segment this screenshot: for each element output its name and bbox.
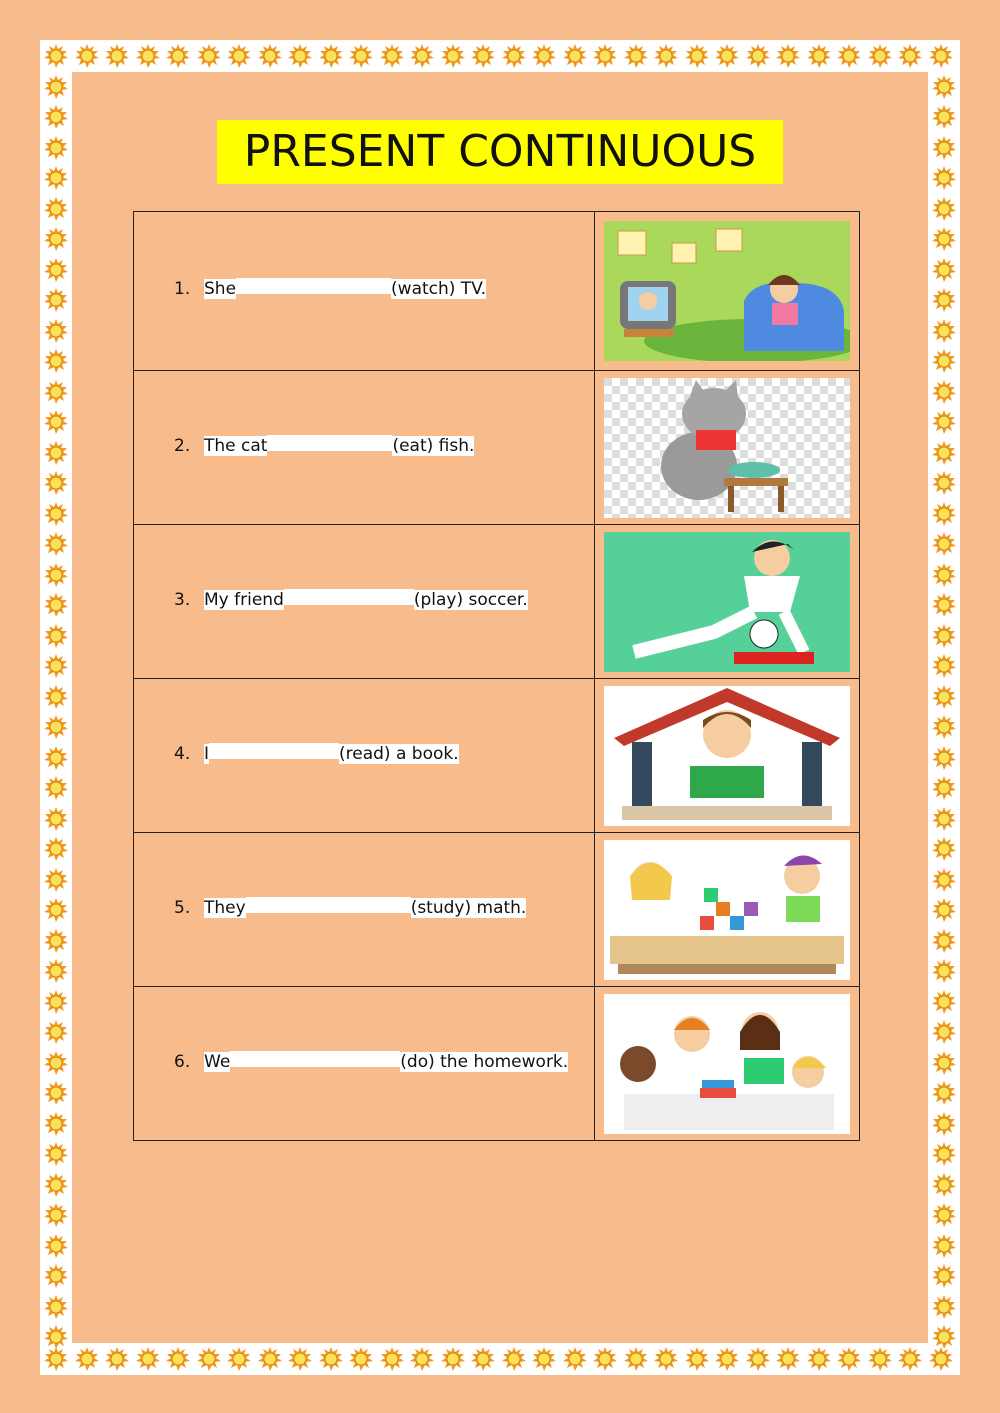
sun-icon (932, 1234, 956, 1258)
sun-icon (44, 898, 68, 922)
table-row (134, 833, 860, 987)
sun-icon (932, 715, 956, 739)
sun-icon (932, 898, 956, 922)
sun-icon (105, 44, 129, 68)
sun-icon (44, 715, 68, 739)
sun-icon (563, 44, 587, 68)
sun-icon (932, 624, 956, 648)
sun-icon (471, 44, 495, 68)
sun-icon (105, 1347, 129, 1371)
table-row (134, 679, 860, 833)
sun-icon (410, 44, 434, 68)
sun-icon (44, 502, 68, 526)
sun-icon (932, 563, 956, 587)
sun-icon (44, 532, 68, 556)
sun-icon (898, 1347, 922, 1371)
sun-icon (715, 44, 739, 68)
sun-icon (932, 685, 956, 709)
sun-icon (932, 1173, 956, 1197)
sun-icon (932, 1203, 956, 1227)
exercise-table (133, 211, 860, 1141)
sun-icon (471, 1347, 495, 1371)
sun-icon (349, 1347, 373, 1371)
sun-icon (44, 929, 68, 953)
sun-icon (932, 959, 956, 983)
sun-icon (932, 75, 956, 99)
sun-icon (932, 288, 956, 312)
sun-icon (807, 1347, 831, 1371)
sun-icon (44, 1295, 68, 1319)
sun-icon (227, 44, 251, 68)
sun-icon (502, 44, 526, 68)
sun-icon (932, 319, 956, 343)
question-cell (134, 525, 595, 679)
item-number: 3. (174, 590, 191, 610)
sun-icon (932, 990, 956, 1014)
sun-icon (932, 807, 956, 831)
answer-blank[interactable] (284, 589, 414, 605)
sun-icon (410, 1347, 434, 1371)
item-subject: The cat (204, 436, 268, 456)
sun-icon (44, 319, 68, 343)
answer-blank[interactable] (209, 743, 339, 759)
sun-icon (75, 1347, 99, 1371)
sun-icon (258, 44, 282, 68)
question-cell (134, 833, 595, 987)
sun-icon (932, 258, 956, 282)
sun-icon (932, 380, 956, 404)
sun-icon (837, 44, 861, 68)
sun-icon (932, 532, 956, 556)
picture-cell (595, 987, 860, 1141)
sun-icon (746, 44, 770, 68)
answer-blank[interactable] (246, 897, 411, 913)
sun-icon (44, 990, 68, 1014)
item-number: 4. (174, 744, 191, 764)
sun-icon (44, 807, 68, 831)
sun-icon (932, 929, 956, 953)
sun-icon (44, 410, 68, 434)
item-subject: We (204, 1052, 231, 1072)
sun-icon (319, 1347, 343, 1371)
page-title: PRESENT CONTINUOUS (243, 126, 757, 177)
sun-icon (932, 1081, 956, 1105)
sun-icon (44, 624, 68, 648)
sun-icon (532, 44, 556, 68)
sun-icon (685, 1347, 709, 1371)
sun-icon (44, 563, 68, 587)
sun-icon (593, 1347, 617, 1371)
picture-cell (595, 371, 860, 525)
sun-icon (502, 1347, 526, 1371)
sun-icon (563, 1347, 587, 1371)
sun-icon (44, 1112, 68, 1136)
question-cell (134, 679, 595, 833)
sun-icon (258, 1347, 282, 1371)
sun-icon (532, 1347, 556, 1371)
item-verb-hint: (watch) TV. (391, 279, 487, 299)
question-cell (134, 212, 595, 371)
item-number: 2. (174, 436, 191, 456)
sun-icon (932, 1295, 956, 1319)
sun-icon (349, 44, 373, 68)
sun-icon (868, 1347, 892, 1371)
item-number: 5. (174, 898, 191, 918)
kids-doing-homework-picture (604, 994, 850, 1134)
sun-icon (837, 1347, 861, 1371)
sun-icon (932, 136, 956, 160)
sun-icon (932, 776, 956, 800)
sun-icon (932, 1051, 956, 1075)
question-cell (134, 371, 595, 525)
sun-icon (44, 227, 68, 251)
sun-icon (44, 75, 68, 99)
table-row (134, 371, 860, 525)
item-subject: My friend (204, 590, 284, 610)
sun-icon (654, 44, 678, 68)
item-verb-hint: (study) math. (410, 898, 527, 918)
sun-icon (932, 1264, 956, 1288)
answer-blank[interactable] (236, 278, 391, 294)
item-subject: She (204, 279, 237, 299)
sun-icon (44, 1234, 68, 1258)
sun-icon (44, 868, 68, 892)
sun-icon (932, 166, 956, 190)
question-cell (134, 987, 595, 1141)
sun-icon (136, 44, 160, 68)
item-verb-hint: (play) soccer. (413, 590, 528, 610)
sun-icon (44, 1347, 68, 1371)
sun-icon (932, 837, 956, 861)
sun-icon (319, 44, 343, 68)
sun-icon (932, 227, 956, 251)
sun-icon (227, 1347, 251, 1371)
sun-icon (932, 105, 956, 129)
sun-icon (44, 1173, 68, 1197)
answer-blank[interactable] (267, 435, 392, 451)
sun-icon (197, 1347, 221, 1371)
sun-icon (44, 654, 68, 678)
sun-icon (932, 593, 956, 617)
item-number: 6. (174, 1052, 191, 1072)
sun-icon (932, 654, 956, 678)
sun-icon (44, 288, 68, 312)
sun-icon (44, 105, 68, 129)
sun-icon (288, 1347, 312, 1371)
sun-icon (624, 44, 648, 68)
item-verb-hint: (do) the homework. (400, 1052, 569, 1072)
sun-icon (932, 1020, 956, 1044)
item-subject: I (204, 744, 210, 764)
sun-icon (932, 441, 956, 465)
sun-icon (932, 1325, 956, 1349)
sun-icon (44, 776, 68, 800)
sun-icon (136, 1347, 160, 1371)
sun-icon (776, 44, 800, 68)
sun-icon (288, 44, 312, 68)
item-number: 1. (174, 279, 191, 299)
sun-icon (593, 44, 617, 68)
sun-icon (380, 1347, 404, 1371)
sun-icon (44, 959, 68, 983)
sun-icon (44, 136, 68, 160)
sun-icon (44, 1264, 68, 1288)
sun-icon (166, 1347, 190, 1371)
sun-icon (932, 1142, 956, 1166)
sun-icon (75, 44, 99, 68)
picture-cell (595, 525, 860, 679)
sun-icon (380, 44, 404, 68)
sun-icon (44, 1051, 68, 1075)
sun-icon (44, 593, 68, 617)
picture-cell (595, 679, 860, 833)
sun-icon (932, 197, 956, 221)
boy-playing-soccer-picture (604, 532, 850, 672)
sun-icon (932, 868, 956, 892)
sun-icon (929, 1347, 953, 1371)
sun-icon (932, 410, 956, 434)
sun-icon (44, 258, 68, 282)
table-row (134, 987, 860, 1141)
sun-icon (868, 44, 892, 68)
sun-icon (197, 44, 221, 68)
sun-icon (807, 44, 831, 68)
sun-icon (44, 441, 68, 465)
sun-icon (44, 837, 68, 861)
sun-icon (441, 44, 465, 68)
sun-icon (44, 1020, 68, 1044)
sun-icon (441, 1347, 465, 1371)
sun-icon (898, 44, 922, 68)
sun-icon (44, 380, 68, 404)
sun-icon (932, 1112, 956, 1136)
cat-eating-fish-picture (604, 378, 850, 518)
item-subject: They (204, 898, 246, 918)
sun-icon (685, 44, 709, 68)
sun-icon (44, 471, 68, 495)
picture-cell (595, 833, 860, 987)
sun-icon (44, 1203, 68, 1227)
item-verb-hint: (eat) fish. (392, 436, 475, 456)
sun-icon (44, 1325, 68, 1349)
sun-icon (44, 197, 68, 221)
sun-icon (44, 349, 68, 373)
item-verb-hint: (read) a book. (339, 744, 459, 764)
sun-icon (746, 1347, 770, 1371)
kids-studying-math-picture (604, 840, 850, 980)
sun-icon (44, 44, 68, 68)
sun-icon (166, 44, 190, 68)
answer-blank[interactable] (230, 1051, 400, 1067)
sun-icon (44, 685, 68, 709)
sun-icon (932, 502, 956, 526)
sun-icon (932, 349, 956, 373)
picture-cell (595, 212, 860, 371)
sun-icon (44, 746, 68, 770)
sun-icon (44, 166, 68, 190)
sun-icon (654, 1347, 678, 1371)
boy-reading-book-picture (604, 686, 850, 826)
sun-icon (932, 471, 956, 495)
table-row (134, 525, 860, 679)
sun-icon (929, 44, 953, 68)
sun-icon (624, 1347, 648, 1371)
sun-icon (932, 746, 956, 770)
sun-icon (776, 1347, 800, 1371)
sun-icon (715, 1347, 739, 1371)
sun-icon (44, 1081, 68, 1105)
table-row (134, 212, 860, 371)
sun-icon (44, 1142, 68, 1166)
girl-watching-tv-picture (604, 221, 850, 361)
